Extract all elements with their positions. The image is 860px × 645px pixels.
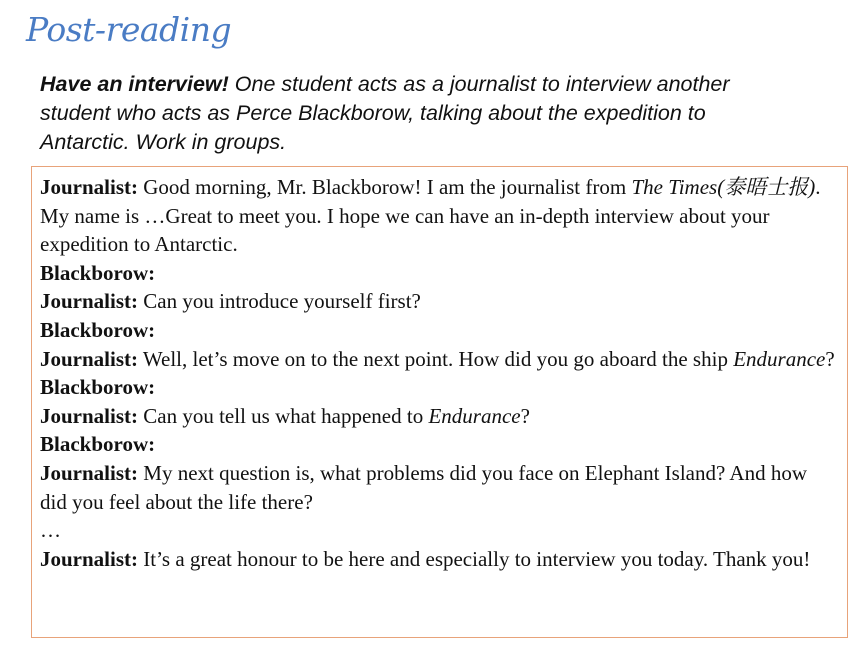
dialogue-line (40, 373, 839, 402)
line-text: My next question is, what problems did you face on Elephant Island? And how did you feel about the life there? (40, 460, 807, 514)
line-text: Can you tell us what happened to (138, 403, 429, 428)
dialogue-line (40, 259, 839, 288)
line-text: ? (520, 403, 530, 428)
dialogue-box (31, 166, 848, 638)
line-italic-text: Endurance (428, 403, 521, 428)
speaker-label: Journalist: (40, 175, 139, 199)
line-text: Can you introduce yourself first? (138, 289, 421, 314)
speaker-label: Blackborow: (40, 317, 156, 342)
page-title: Post-reading (26, 10, 232, 49)
dialogue-line (40, 545, 839, 574)
speaker-label: Journalist: (40, 546, 139, 571)
dialogue-line (40, 287, 839, 316)
line-italic-text: The Times(泰晤士报) (631, 175, 816, 199)
speaker-label: Journalist: (40, 403, 139, 428)
speaker-label: Blackborow: (40, 260, 156, 285)
line-text: Well, let’s move on to the next point. How did you go aboard the ship (138, 346, 734, 371)
speaker-label: Blackborow: (40, 375, 156, 400)
line-text: It’s a great honour to be here and especially to interview you today. Thank you! (138, 546, 811, 571)
line-text: Good morning, Mr. Blackborow! I am the journalist from (138, 175, 632, 199)
line-italic-text: Endurance (733, 346, 826, 371)
speaker-label: Blackborow: (40, 432, 156, 457)
dialogue-ellipsis: … (40, 518, 61, 543)
instructions-body: One student acts as a journalist to interview another student who acts as Perce Blackborow, talking about the expedition to Antarctic. Work in groups. (40, 72, 730, 154)
dialogue-line (40, 345, 839, 374)
dialogue-line (40, 430, 839, 459)
dialogue-line (40, 173, 839, 259)
dialogue-line (40, 316, 839, 345)
line-text: ? (825, 346, 835, 371)
speaker-label: Journalist: (40, 346, 139, 371)
speaker-label: Journalist: (40, 289, 139, 314)
dialogue-line (40, 402, 839, 431)
dialogue-line (40, 459, 839, 516)
speaker-label: Journalist: (40, 460, 139, 485)
instructions-lead: Have an interview! (40, 72, 229, 96)
line-text: . My name is …Great to meet you. I hope we can have an in-depth interview about your expedition to Antarctic. (40, 175, 821, 257)
instructions (40, 70, 800, 157)
